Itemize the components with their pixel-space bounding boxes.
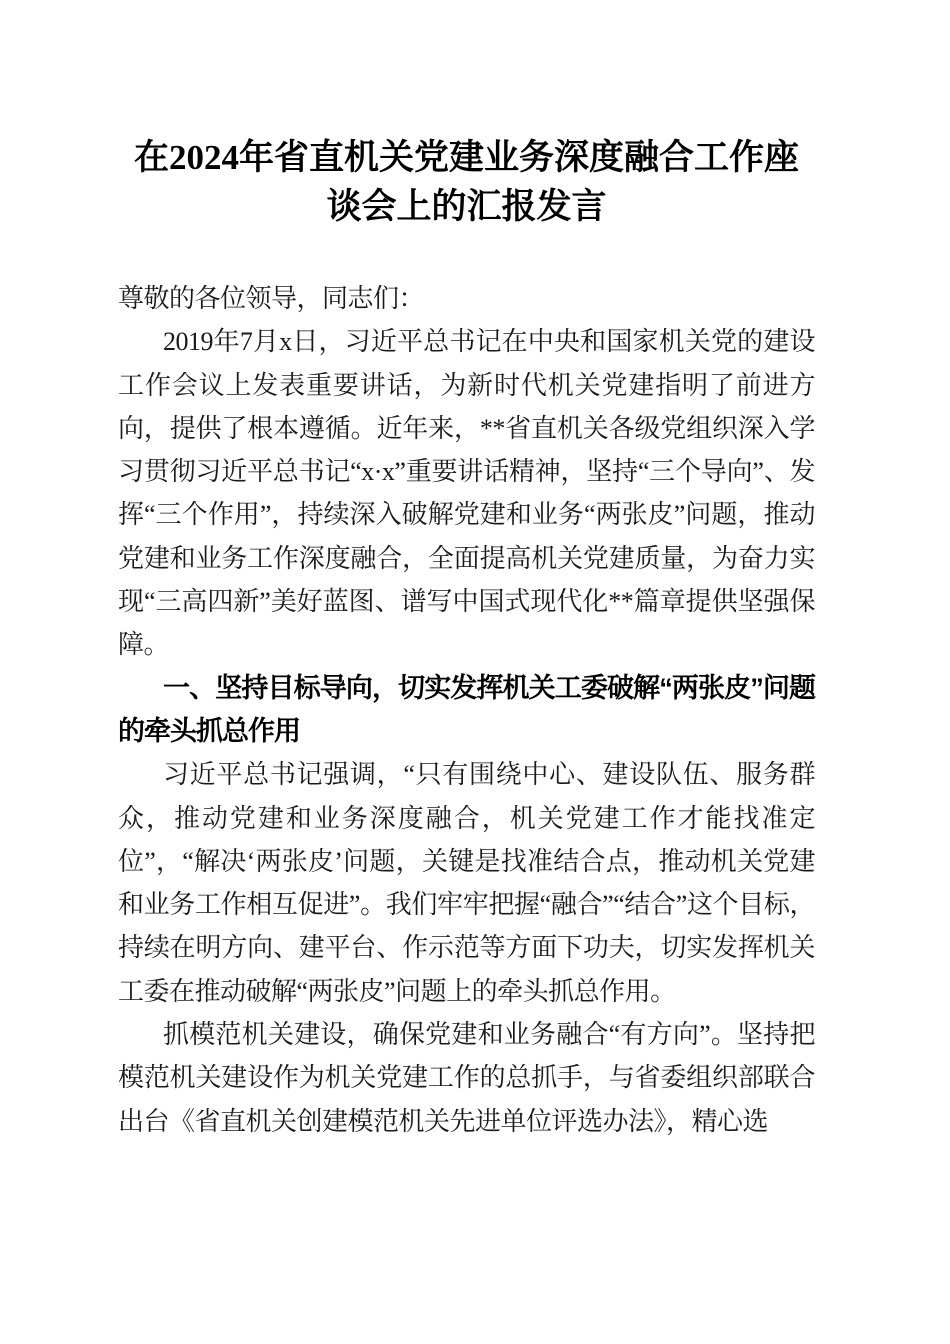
salutation-line: 尊敬的各位领导，同志们： xyxy=(118,284,425,313)
paragraph-model-agency: 抓模范机关建设，确保党建和业务融合“有方向”。坚持把模范机关建设作为机关党建工作的总抓手，与省委组织部联合出台《省直机关创建模范机关先进单位评选办法》，精心选 xyxy=(118,1020,815,1136)
paragraph-opening: 2019年7月x日，习近平总书记在中央和国家机关党的建设工作会议上发表重要讲话，为新时代机关党建指明了前进方向，提供了根本遵循。近年来，**省直机关各级党组织深入学习贯彻习近平总书记“x·x”重要讲话精神，坚持“三个导向”、发挥“三个作用”，持续深入破解党建和业务“两张皮”问题，推动党建和业务工作深度融合，全面提高机关党建质量，为奋力实现“三高四新”美好蓝图、谱写中国式现代化**篇章提供坚强保障。 xyxy=(118,327,815,660)
document-title: 在2024年省直机关党建业务深度融合工作座谈会上的汇报发言 xyxy=(133,138,799,226)
section-heading-1: 一、坚持目标导向，切实发挥机关工委破解“两张皮”问题的牵头抓总作用 xyxy=(118,672,815,746)
paragraph-target-focus: 习近平总书记强调，“只有围绕中心、建设队伍、服务群众，推动党建和业务深度融合，机关党建工作才能找准定位”，“解决‘两张皮’问题，关键是找准结合点，推动机关党建和业务工作相互促进”。我们牢牢把握“融合”“结合”这个目标，持续在明方向、建平台、作示范等方面下功夫，切实发挥机关工委在推动破解“两张皮”问题上的牵头抓总作用。 xyxy=(118,760,815,1006)
